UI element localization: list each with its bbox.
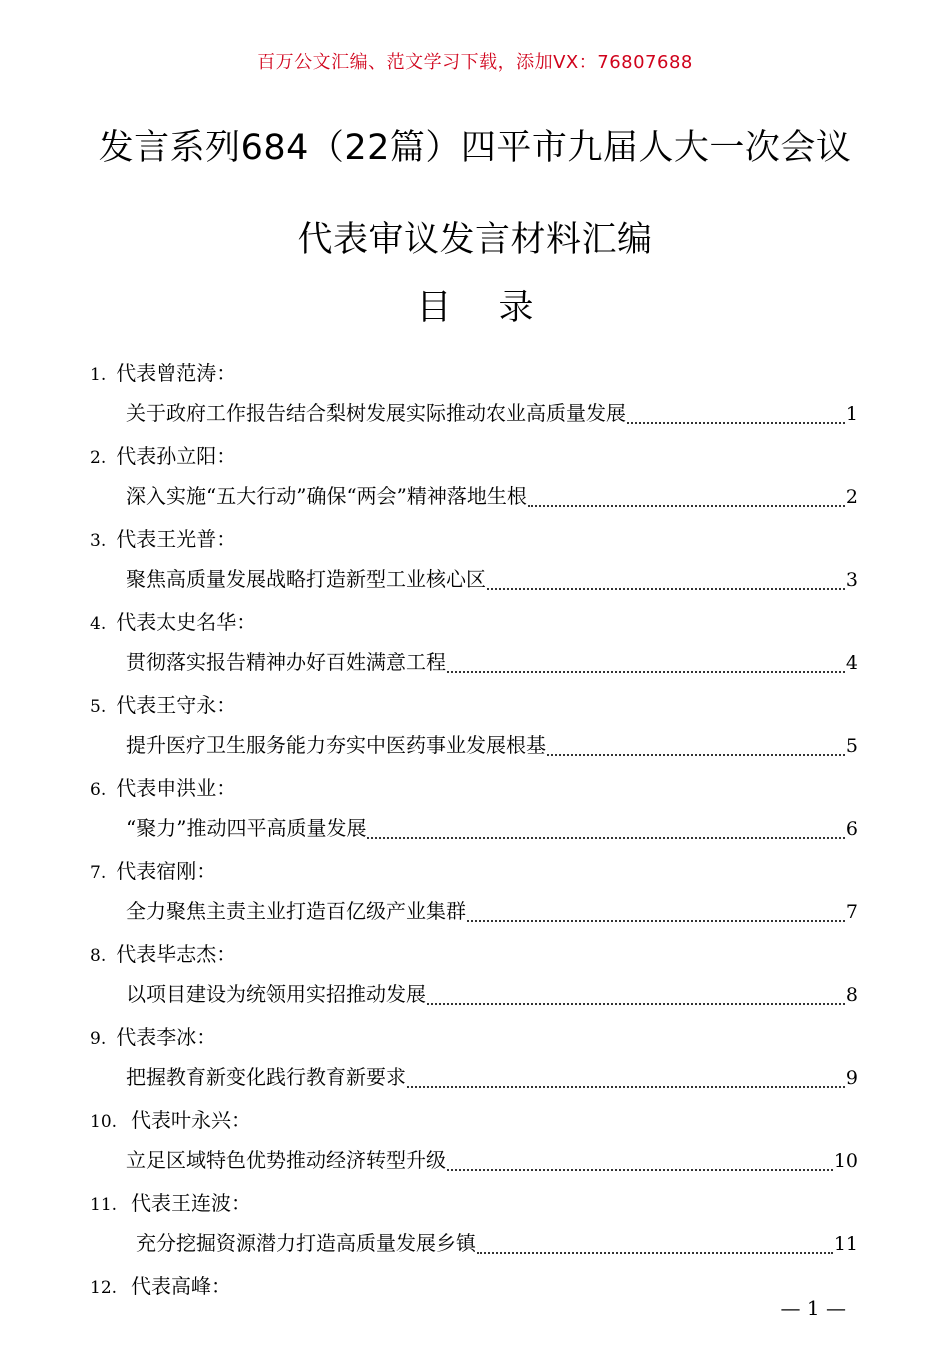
toc-page-number: 4 [845, 652, 858, 674]
toc-speaker-name: 代表王连波： [131, 1191, 252, 1215]
toc-speaker [90, 1102, 251, 1138]
toc-link[interactable] [126, 478, 858, 514]
toc-title: 贯彻落实报告精神办好百姓满意工程 [126, 650, 446, 674]
dot-leader [447, 663, 845, 673]
dot-leader [528, 497, 845, 507]
toc-link[interactable] [126, 395, 858, 431]
toc-speaker-name: 代表李冰： [116, 1025, 217, 1049]
toc-speaker-name: 代表王守永： [116, 693, 237, 717]
toc-page-number: 1 [845, 403, 858, 425]
page-footer-number: — 1 — [780, 1296, 846, 1320]
toc-link[interactable] [126, 810, 858, 846]
dot-leader [627, 414, 845, 424]
toc-speaker-name: 代表高峰： [131, 1274, 232, 1298]
toc-entry [0, 1102, 950, 1185]
toc-speaker [90, 604, 256, 640]
toc-entry [0, 770, 950, 853]
watermark-banner: 百万公文汇编、范文学习下载，添加VX：76807688 [257, 52, 693, 73]
toc-link[interactable] [126, 1142, 858, 1178]
toc-entry [0, 355, 950, 438]
toc-heading: 目 录 [416, 288, 552, 328]
toc-speaker [90, 438, 236, 474]
toc-number: 8. [90, 946, 107, 966]
toc-page-number: 6 [845, 818, 858, 840]
toc-title: 深入实施“五大行动”确保“两会”精神落地生根 [126, 484, 527, 508]
toc-title: 聚焦高质量发展战略打造新型工业核心区 [126, 567, 486, 591]
toc-entry [0, 936, 950, 1019]
toc-speaker [90, 1185, 251, 1221]
toc-title: 充分挖掘资源潜力打造高质量发展乡镇 [136, 1231, 476, 1255]
toc-speaker [90, 770, 236, 806]
toc-speaker-name: 代表王光普： [116, 527, 237, 551]
dot-leader [477, 1244, 833, 1254]
toc-entry [0, 687, 950, 770]
toc-title: 关于政府工作报告结合梨树发展实际推动农业高质量发展 [126, 401, 626, 425]
document-title-line-2: 代表审议发言材料汇编 [297, 220, 653, 260]
dot-leader [407, 1078, 845, 1088]
toc-entry [0, 1019, 950, 1102]
toc-speaker [90, 1268, 231, 1304]
toc-speaker-name: 代表叶永兴： [131, 1108, 252, 1132]
toc-title: 全力聚焦主责主业打造百亿级产业集群 [126, 899, 466, 923]
toc-link[interactable] [126, 644, 858, 680]
toc-number: 7. [90, 863, 107, 883]
dot-leader [487, 580, 845, 590]
toc-speaker [90, 1019, 216, 1055]
toc-number: 4. [90, 614, 107, 634]
toc-link[interactable] [126, 893, 858, 929]
toc-page-number: 9 [845, 1067, 858, 1089]
toc-number: 12. [90, 1278, 118, 1298]
toc-speaker-name: 代表孙立阳： [116, 444, 237, 468]
toc-speaker-name: 代表曾范涛： [116, 361, 237, 385]
toc-number: 3. [90, 531, 107, 551]
toc-page-number: 7 [845, 901, 858, 923]
toc-page-number: 11 [833, 1233, 858, 1255]
toc-speaker-name: 代表毕志杰： [116, 942, 237, 966]
toc-speaker-name: 代表宿刚： [116, 859, 217, 883]
document-title-line-1: 发言系列684（22篇）四平市九届人大一次会议 [98, 128, 852, 168]
dot-leader [427, 995, 845, 1005]
toc-link[interactable] [136, 1225, 858, 1261]
dot-leader [447, 1161, 833, 1171]
toc-title: “聚力”推动四平高质量发展 [126, 816, 367, 840]
toc-page-number: 3 [845, 569, 858, 591]
dot-leader [467, 912, 845, 922]
toc-number: 1. [90, 365, 107, 385]
toc-page-number: 2 [845, 486, 858, 508]
toc-entry [0, 853, 950, 936]
toc-link[interactable] [126, 976, 858, 1012]
toc-link[interactable] [126, 727, 858, 763]
toc-speaker [90, 936, 236, 972]
toc-entry [0, 438, 950, 521]
toc-speaker [90, 687, 236, 723]
toc-page-number: 5 [845, 735, 858, 757]
toc-title: 以项目建设为统领用实招推动发展 [126, 982, 426, 1006]
toc-link[interactable] [126, 1059, 858, 1095]
toc-title: 立足区域特色优势推动经济转型升级 [126, 1148, 446, 1172]
toc-speaker [90, 355, 236, 391]
toc-entry [0, 1185, 950, 1268]
toc-title: 提升医疗卫生服务能力夯实中医药事业发展根基 [126, 733, 546, 757]
dot-leader [367, 829, 844, 839]
toc-number: 6. [90, 780, 107, 800]
table-of-contents [0, 355, 950, 1351]
toc-number: 5. [90, 697, 107, 717]
dot-leader [547, 746, 845, 756]
toc-speaker-name: 代表太史名华： [116, 610, 257, 634]
toc-title: 把握教育新变化践行教育新要求 [126, 1065, 406, 1089]
toc-number: 11. [90, 1195, 118, 1215]
toc-speaker-name: 代表申洪业： [116, 776, 237, 800]
toc-entry [0, 604, 950, 687]
toc-page-number: 10 [833, 1150, 858, 1172]
toc-number: 9. [90, 1029, 107, 1049]
toc-link[interactable] [126, 561, 858, 597]
toc-speaker [90, 853, 216, 889]
toc-number: 2. [90, 448, 107, 468]
toc-page-number: 8 [845, 984, 858, 1006]
toc-number: 10. [90, 1112, 118, 1132]
toc-entry [0, 521, 950, 604]
toc-speaker [90, 521, 236, 557]
